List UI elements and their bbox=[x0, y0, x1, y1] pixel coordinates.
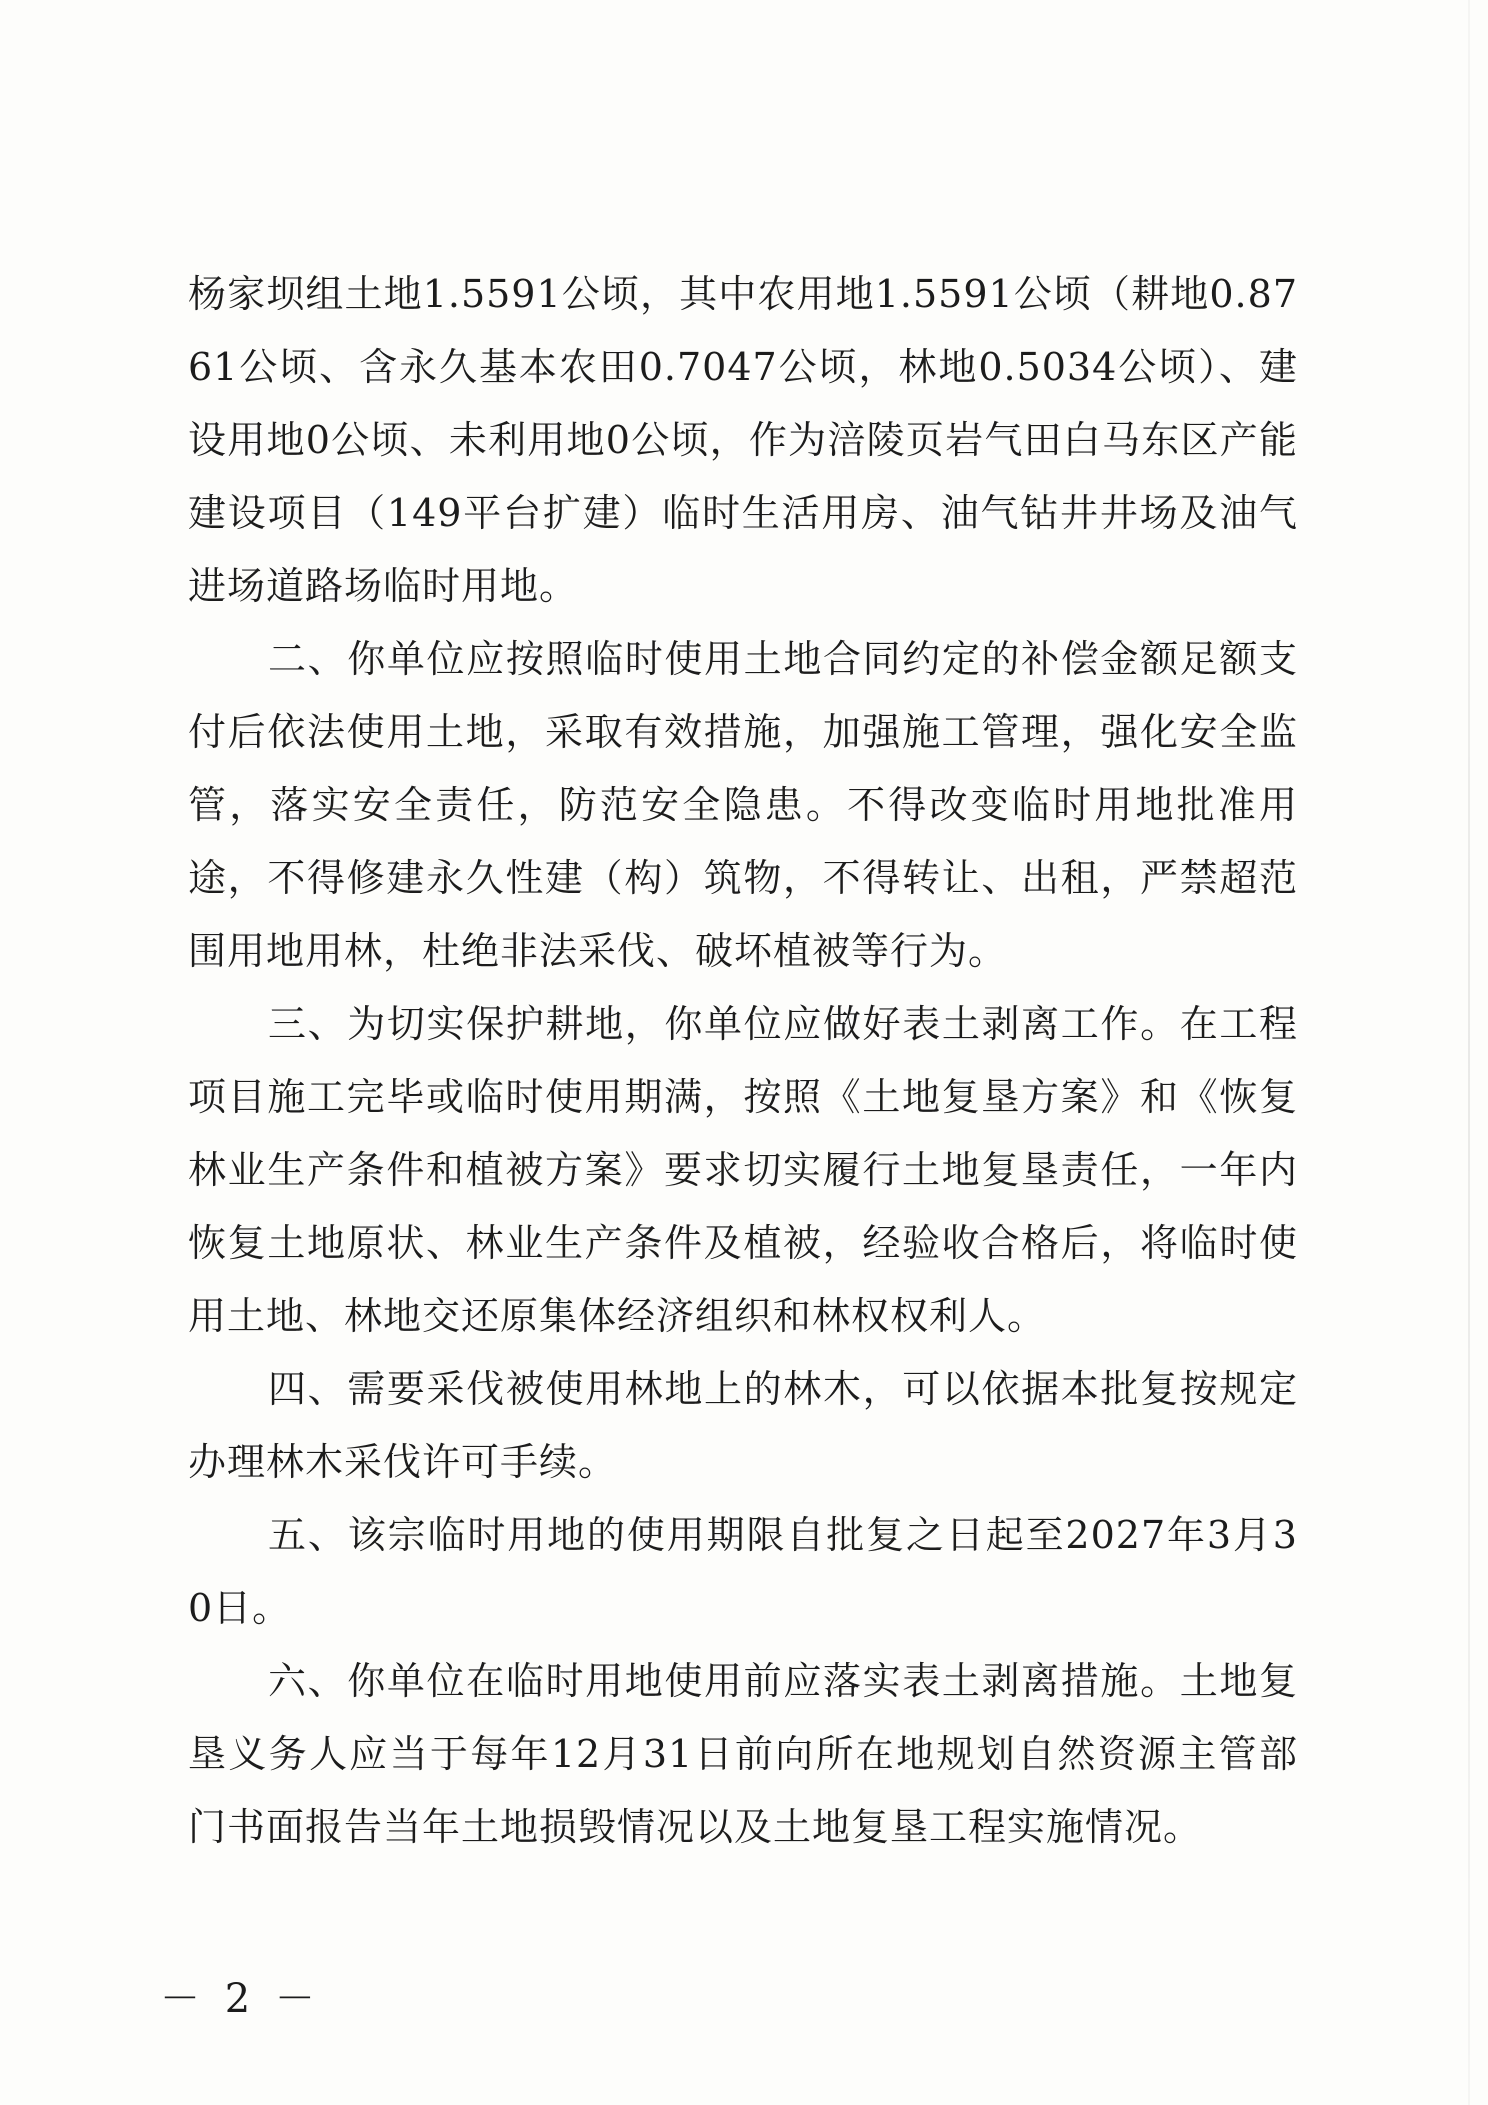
paragraph-item-3: 三、为切实保护耕地，你单位应做好表土剥离工作。在工程项目施工完毕或临时使用期满，按照《土地复垦方案》和《恢复林业生产条件和植被方案》要求切实履行土地复垦责任，一年内恢复土地原状、林业生产条件及植被，经验收合格后，将临时使用土地、林地交还原集体经济组织和林权权利人。 bbox=[188, 1002, 1298, 1338]
paragraph-item-4: 四、需要采伐被使用林地上的林木，可以依据本批复按规定办理林木采伐许可手续。 bbox=[188, 1367, 1298, 1484]
scan-edge bbox=[1468, 0, 1470, 2105]
document-body bbox=[188, 258, 1298, 1864]
paragraph-item-6: 六、你单位在临时用地使用前应落实表土剥离措施。土地复垦义务人应当于每年12月31日前向所在地规划自然资源主管部门书面报告当年土地损毁情况以及土地复垦工程实施情况。 bbox=[188, 1659, 1298, 1849]
paragraph-item-2: 二、你单位应按照临时使用土地合同约定的补偿金额足额支付后依法使用土地，采取有效措施，加强施工管理，强化安全监管，落实安全责任，防范安全隐患。不得改变临时用地批准用途，不得修建永久性建（构）筑物，不得转让、出租，严禁超范围用地用林，杜绝非法采伐、破坏植被等行为。 bbox=[188, 637, 1298, 973]
paragraph-item-5: 五、该宗临时用地的使用期限自批复之日起至2027年3月30日。 bbox=[188, 1513, 1298, 1630]
paragraph-continuation: 杨家坝组土地1.5591公顷，其中农用地1.5591公顷（耕地0.8761公顷、含永久基本农田0.7047公顷，林地0.5034公顷）、建设用地0公顷、未利用地0公顷，作为涪陵页岩气田白马东区产能建设项目（149平台扩建）临时生活用房、油气钻井井场及油气进场道路场临时用地。 bbox=[188, 272, 1298, 608]
page-number: － 2 － bbox=[160, 1976, 321, 2022]
